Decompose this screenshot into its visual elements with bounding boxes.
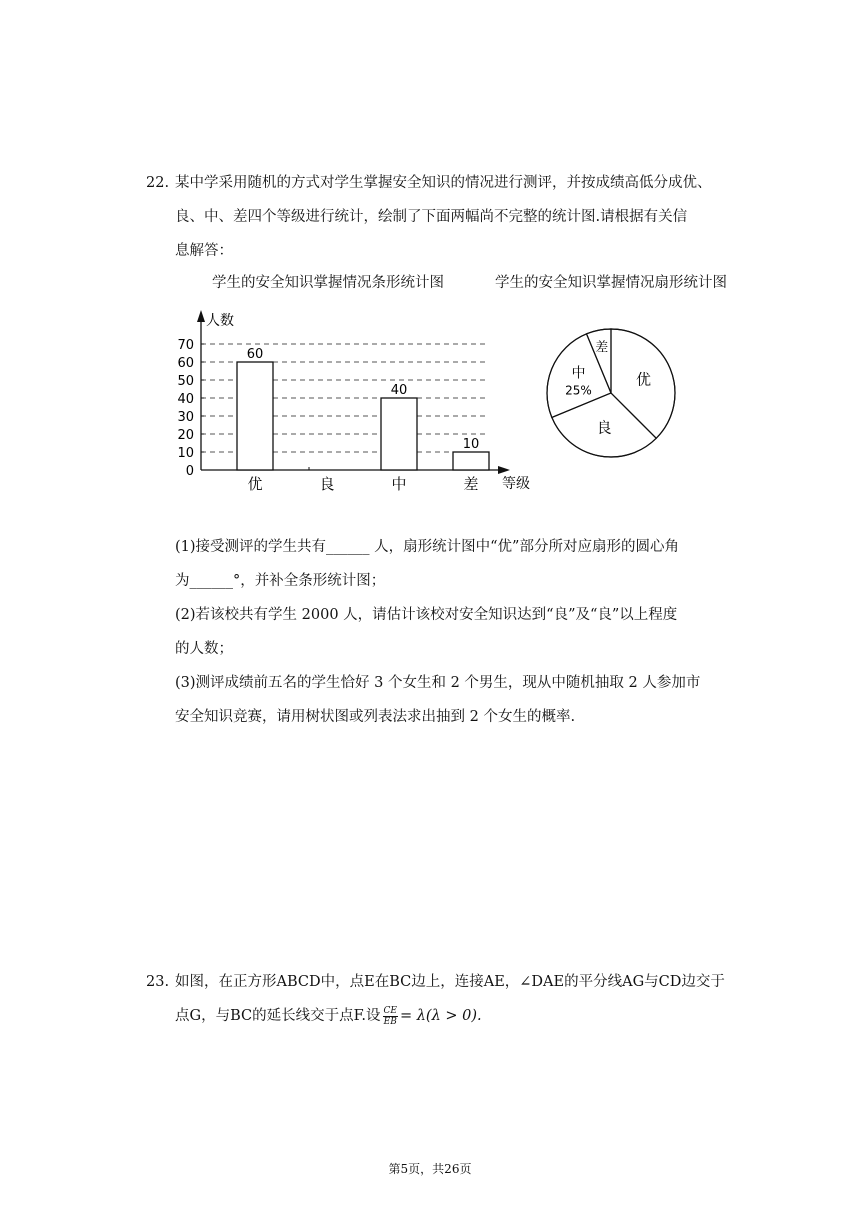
x-category-label: 良 (319, 475, 335, 493)
q22-part-3-line-1: (3)测评成绩前五名的学生恰好 3 个女生和 2 个男生，现从中随机抽取 2 人参加市 (175, 675, 701, 691)
y-tick-label: 30 (177, 410, 194, 425)
q22-part-2-line-2: 的人数； (175, 641, 233, 657)
q22-parts (175, 530, 700, 734)
y-axis-label: 人数 (206, 313, 234, 329)
pie-label: 良 (596, 418, 612, 437)
ratio-fraction (383, 1006, 398, 1027)
y-tick-label: 40 (177, 392, 194, 407)
x-axis-arrow (498, 466, 510, 474)
pie-label: 中 (571, 365, 586, 382)
x-category-label: 差 (463, 475, 479, 493)
bar-value-label: 60 (246, 347, 264, 362)
x-category-label: 优 (247, 475, 263, 493)
bar-中 (381, 398, 417, 470)
y-axis-arrow (197, 310, 205, 322)
bar-chart-categories (247, 475, 478, 493)
y-tick-label: 60 (177, 356, 194, 371)
q23-line-2-end: = λ(λ > 0). (399, 1008, 482, 1024)
pie-chart (540, 325, 690, 465)
q23-number: 23. (146, 974, 170, 990)
pie-chart-title: 学生的安全知识掌握情况扇形统计图 (495, 275, 727, 291)
q23-line-2 (175, 999, 725, 1033)
q22-intro-line-3: 息解答： (175, 243, 233, 259)
bar-value-label: 10 (462, 437, 480, 452)
pie-percent-label: 25% (565, 383, 592, 398)
bar-value-label: 40 (390, 383, 408, 398)
bar-优 (237, 362, 273, 470)
q22-part-2-line-1: (2)若该校共有学生 2000 人，请估计该校对安全知识达到“良”及“良”以上程度 (175, 607, 678, 623)
q22-part-3-line-2: 安全知识竞赛，请用树状图或列表法求出抽到 2 个女生的概率. (175, 709, 576, 725)
fraction-numerator: CE (383, 1005, 397, 1016)
y-tick-label: 0 (185, 464, 194, 479)
page-footer: 第5页，共26页 (388, 1162, 472, 1176)
x-axis-label: 等级 (502, 476, 530, 492)
q23-line-2-start: 点G，与BC的延长线交于点F.设 (175, 1008, 381, 1024)
q22-part-1-line-2: 为______°，并补全条形统计图； (175, 573, 386, 589)
y-tick-label: 70 (177, 338, 194, 353)
q23-line-1: 如图，在正方形ABCD中，点E在BC边上，连接AE，∠DAE的平分线AG与CD边交于 (175, 974, 725, 990)
q22-intro (175, 166, 712, 268)
bar-chart-title: 学生的安全知识掌握情况条形统计图 (212, 275, 444, 291)
x-category-label: 中 (391, 475, 407, 493)
q22-number: 22. (146, 175, 170, 191)
q23-text (175, 965, 725, 1033)
bar-差 (453, 452, 489, 470)
bar-chart (170, 302, 540, 500)
fraction-denominator: EB (383, 1016, 397, 1027)
pie-label: 差 (595, 340, 609, 356)
pie-label: 优 (636, 370, 652, 389)
q22-intro-line-1: 某中学采用随机的方式对学生掌握安全知识的情况进行测评，并按成绩高低分成优、 (175, 175, 712, 191)
q22-intro-line-2: 良、中、差四个等级进行统计，绘制了下面两幅尚不完整的统计图.请根据有关信 (175, 209, 688, 225)
y-tick-label: 50 (177, 374, 194, 389)
q22-part-1-line-1: (1)接受测评的学生共有______ 人，扇形统计图中“优”部分所对应扇形的圆心角 (175, 539, 679, 555)
y-tick-label: 20 (177, 428, 194, 443)
y-tick-label: 10 (177, 446, 194, 461)
